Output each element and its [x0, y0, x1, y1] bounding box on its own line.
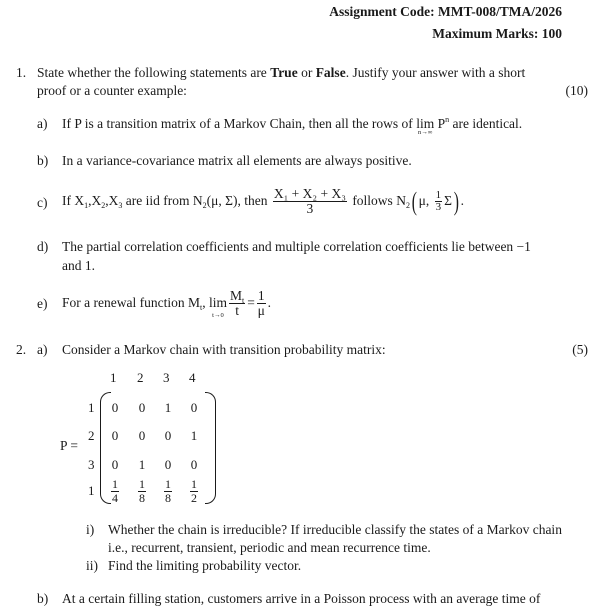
row-label: 3	[88, 457, 95, 472]
q1e-label: e)	[37, 296, 48, 311]
maximum-marks: Maximum Marks: 100	[432, 26, 562, 41]
col-label: 2	[137, 370, 144, 385]
mean-fraction: $\frac{\text{X₁ + X₂ + X₃}}{3}$	[273, 186, 346, 217]
row-label: 1	[88, 483, 95, 498]
row-label: 1	[88, 400, 95, 415]
q2-marks: (5)	[572, 342, 588, 357]
q1-intro: State whether the following statements are True or False. Justify your answer with a short	[37, 65, 526, 80]
q2b-text: At a certain filling station, customers arrive in a Poisson process with an average time of	[62, 591, 541, 606]
lim-expression: lim t→0	[208, 295, 227, 319]
matrix-cell: 0	[111, 457, 119, 472]
matrix-cell: 0	[190, 457, 198, 472]
lim-expression: lim n→∞	[416, 116, 435, 136]
transition-matrix	[60, 370, 240, 510]
q1-intro-line2: proof or a counter example:	[37, 83, 187, 98]
matrix-name: P =	[60, 438, 78, 453]
q2a-i-line1: Whether the chain is irreducible? If irreducible classify the states of a Markov chain	[108, 522, 562, 537]
false-word: False	[315, 65, 346, 80]
mt-over-t-fraction: $\frac{M_t}{t}$	[229, 288, 245, 319]
q2a-ii-label: ii)	[86, 558, 98, 573]
q2a-i-label: i)	[86, 522, 95, 537]
q1b-text: In a variance-covariance matrix all elements are always positive.	[62, 153, 412, 168]
one-third-fraction: $\frac{1}{3}$	[435, 188, 442, 214]
q1a-label: a)	[37, 116, 48, 131]
q2-number: 2.	[16, 342, 27, 357]
matrix-cell: 0	[164, 457, 172, 472]
q1d-label: d)	[37, 239, 49, 254]
q1a-text: If P is a transition matrix of a Markov Chain, then all the rows of lim n→∞ $P^n$ are identical.	[62, 115, 523, 136]
q2a-ii-line1: Find the limiting probability vector.	[108, 558, 302, 573]
cell-fraction: $\frac{1}{2}$	[191, 477, 197, 505]
q2a-label: a)	[37, 342, 48, 357]
cell-fraction: $\frac{1}{8}$	[139, 477, 145, 505]
cell-fraction: $\frac{1}{8}$	[165, 477, 171, 505]
q2a-i-line2: i.e., recurrent, transient, periodic and mean recurrence time.	[108, 540, 431, 555]
assignment-code: Assignment Code: MMT-008/TMA/2026	[329, 4, 562, 19]
q1c-text: If $X_1,X_2,X_3$ are iid from $N_2(\mu$, Σ), then $\frac{\text{X₁ + X₂ + X₃}}{3}$ follows $N_2$( μ, $\frac{1}{3}$ Σ) .	[62, 186, 465, 217]
q2a-text: Consider a Markov chain with transition probability matrix:	[62, 342, 386, 357]
q1-marks: (10)	[565, 83, 588, 98]
col-label: 1	[110, 370, 117, 385]
right-paren	[205, 392, 216, 504]
matrix-cell	[184, 478, 204, 504]
matrix-cell: 1	[164, 400, 172, 415]
one-over-mu-fraction: $\frac{1}{\mu}$	[257, 288, 265, 319]
matrix-cell: 1	[138, 457, 146, 472]
q1c-label: c)	[37, 195, 48, 210]
q1-number: 1.	[16, 65, 27, 80]
q1e-text: For a renewal function $M_t$, lim t→0 $\frac{M_t}{t}$ = $\frac{1}{\mu}$ .	[62, 284, 271, 322]
q1b-label: b)	[37, 153, 49, 168]
true-word: True	[270, 65, 298, 80]
row-label: 2	[88, 428, 95, 443]
matrix-cell: 0	[111, 400, 119, 415]
matrix-cell: 0	[138, 428, 146, 443]
matrix-cell: 0	[111, 428, 119, 443]
q1d-line1: The partial correlation coefficients and multiple correlation coefficients lie between −1	[62, 239, 531, 254]
matrix-cell: 0	[164, 428, 172, 443]
matrix-cell: 0	[190, 400, 198, 415]
matrix-cell: 0	[138, 400, 146, 415]
matrix-cell	[132, 478, 152, 504]
col-label: 3	[163, 370, 170, 385]
q2b-label: b)	[37, 591, 49, 606]
col-label: 4	[189, 370, 196, 385]
matrix-cell	[105, 478, 125, 504]
matrix-cell	[158, 478, 178, 504]
matrix-cell: 1	[190, 428, 198, 443]
cell-fraction: $\frac{1}{4}$	[112, 477, 118, 505]
q1d-line2: and 1.	[62, 258, 95, 273]
